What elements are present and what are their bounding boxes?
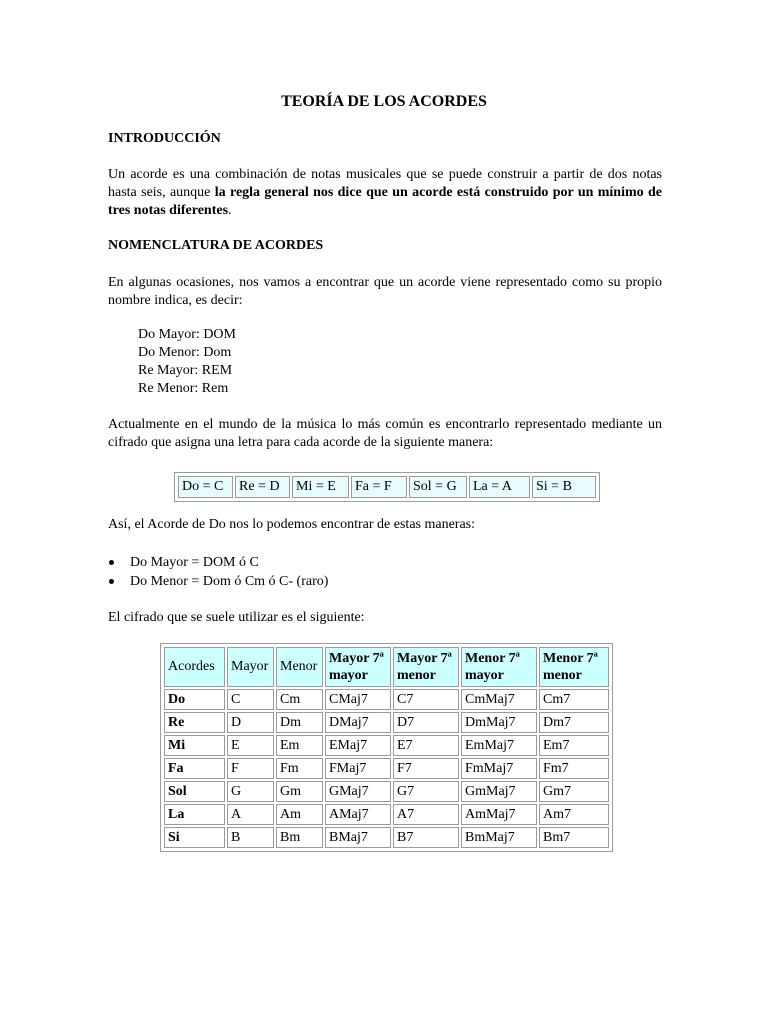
table-cell: EMaj7 xyxy=(325,735,391,756)
row-header-cell: Do xyxy=(164,689,225,710)
table-cell: Fm7 xyxy=(539,758,609,779)
intro-heading: INTRODUCCIÓN xyxy=(108,131,221,146)
table-row xyxy=(164,735,609,756)
do-chord-paragraph: Así, el Acorde de Do nos lo podemos encontrar de estas maneras: xyxy=(108,517,476,532)
bullet-item: Do Menor = Dom ó Cm ó C- (raro) xyxy=(108,572,328,591)
document-title: TEORÍA DE LOS ACORDES xyxy=(281,93,487,110)
header-cell: Menor 7ª menor xyxy=(539,647,609,687)
header-cell: Mayor xyxy=(227,647,274,687)
row-header-cell: Sol xyxy=(164,781,225,802)
intro-text-end: . xyxy=(228,203,232,218)
table-cell: Bm7 xyxy=(539,827,609,848)
table-cell: GmMaj7 xyxy=(461,781,537,802)
example-item: Do Mayor: DOM xyxy=(138,327,236,342)
table-cell: GMaj7 xyxy=(325,781,391,802)
header-cell: Mayor 7ª mayor xyxy=(325,647,391,687)
table-cell: Am xyxy=(276,804,323,825)
table-cell: Gm xyxy=(276,781,323,802)
cipher-table xyxy=(174,472,600,502)
cipher-intro-paragraph: Actualmente en el mundo de la música lo más común es encontrarlo representado mediante un cifrado que asigna una letra para cada acorde de la siguiente manera: xyxy=(108,417,662,450)
intro-bold-text: la regla general nos dice que un acorde está construido por un mínimo de tres notas diferentes xyxy=(108,185,662,218)
cipher-cell: Do = C xyxy=(178,476,233,498)
example-item: Do Menor: Dom xyxy=(138,345,232,360)
table-cell: Em xyxy=(276,735,323,756)
table-row xyxy=(164,689,609,710)
table-cell: Am7 xyxy=(539,804,609,825)
header-cell: Menor xyxy=(276,647,323,687)
example-item: Re Menor: Rem xyxy=(138,381,229,396)
row-header-cell: Re xyxy=(164,712,225,733)
table-row xyxy=(164,758,609,779)
table-cell: E xyxy=(227,735,274,756)
row-header-cell: Fa xyxy=(164,758,225,779)
table-row xyxy=(164,781,609,802)
table-cell: B7 xyxy=(393,827,459,848)
example-item: Re Mayor: REM xyxy=(138,363,233,378)
bullet-dot-icon xyxy=(109,560,114,565)
table-cell: AmMaj7 xyxy=(461,804,537,825)
table-cell: Cm7 xyxy=(539,689,609,710)
chord-table-body xyxy=(164,689,609,848)
table-cell: Gm7 xyxy=(539,781,609,802)
cipher-usage-paragraph: El cifrado que se suele utilizar es el siguiente: xyxy=(108,610,365,625)
table-cell: B xyxy=(227,827,274,848)
bullet-item: Do Mayor = DOM ó C xyxy=(108,553,328,572)
table-cell: BmMaj7 xyxy=(461,827,537,848)
table-cell: DmMaj7 xyxy=(461,712,537,733)
table-cell: G7 xyxy=(393,781,459,802)
cipher-cell: Mi = E xyxy=(292,476,349,498)
table-cell: D xyxy=(227,712,274,733)
table-cell: CMaj7 xyxy=(325,689,391,710)
table-cell: Fm xyxy=(276,758,323,779)
table-row xyxy=(164,712,609,733)
table-cell: DMaj7 xyxy=(325,712,391,733)
table-cell: AMaj7 xyxy=(325,804,391,825)
row-header-cell: La xyxy=(164,804,225,825)
do-chord-bullets xyxy=(108,553,328,591)
table-cell: FmMaj7 xyxy=(461,758,537,779)
row-header-cell: Si xyxy=(164,827,225,848)
cipher-cell: Si = B xyxy=(532,476,596,498)
header-cell: Mayor 7ª menor xyxy=(393,647,459,687)
table-cell: EmMaj7 xyxy=(461,735,537,756)
nomenclature-heading: NOMENCLATURA DE ACORDES xyxy=(108,238,324,253)
table-cell: FMaj7 xyxy=(325,758,391,779)
table-cell: Dm xyxy=(276,712,323,733)
table-cell: C xyxy=(227,689,274,710)
table-cell: BMaj7 xyxy=(325,827,391,848)
table-row xyxy=(164,827,609,848)
examples-list xyxy=(138,326,236,398)
table-cell: G xyxy=(227,781,274,802)
row-header-cell: Mi xyxy=(164,735,225,756)
table-cell: A xyxy=(227,804,274,825)
intro-paragraph xyxy=(108,166,662,220)
table-cell: A7 xyxy=(393,804,459,825)
intro-text: Un acorde es una combinación de notas musicales que se puede construir a partir de dos notas hasta seis, aunque xyxy=(108,167,662,200)
table-cell: Dm7 xyxy=(539,712,609,733)
chord-table xyxy=(160,643,613,852)
cipher-cell: Sol = G xyxy=(409,476,467,498)
cipher-cell: Fa = F xyxy=(351,476,407,498)
table-cell: F xyxy=(227,758,274,779)
table-cell: CmMaj7 xyxy=(461,689,537,710)
table-cell: C7 xyxy=(393,689,459,710)
table-cell: Bm xyxy=(276,827,323,848)
header-cell: Menor 7ª mayor xyxy=(461,647,537,687)
table-cell: E7 xyxy=(393,735,459,756)
bullet-dot-icon xyxy=(109,579,114,584)
table-cell: D7 xyxy=(393,712,459,733)
chord-table-header-row xyxy=(164,647,609,687)
table-row xyxy=(164,804,609,825)
header-cell: Acordes xyxy=(164,647,225,687)
cipher-cell: Re = D xyxy=(235,476,290,498)
nomenclature-paragraph: En algunas ocasiones, nos vamos a encontrar que un acorde viene representado como su propio nombre indica, es decir: xyxy=(108,275,662,308)
table-cell: Cm xyxy=(276,689,323,710)
table-cell: Em7 xyxy=(539,735,609,756)
table-cell: F7 xyxy=(393,758,459,779)
cipher-cell: La = A xyxy=(469,476,530,498)
